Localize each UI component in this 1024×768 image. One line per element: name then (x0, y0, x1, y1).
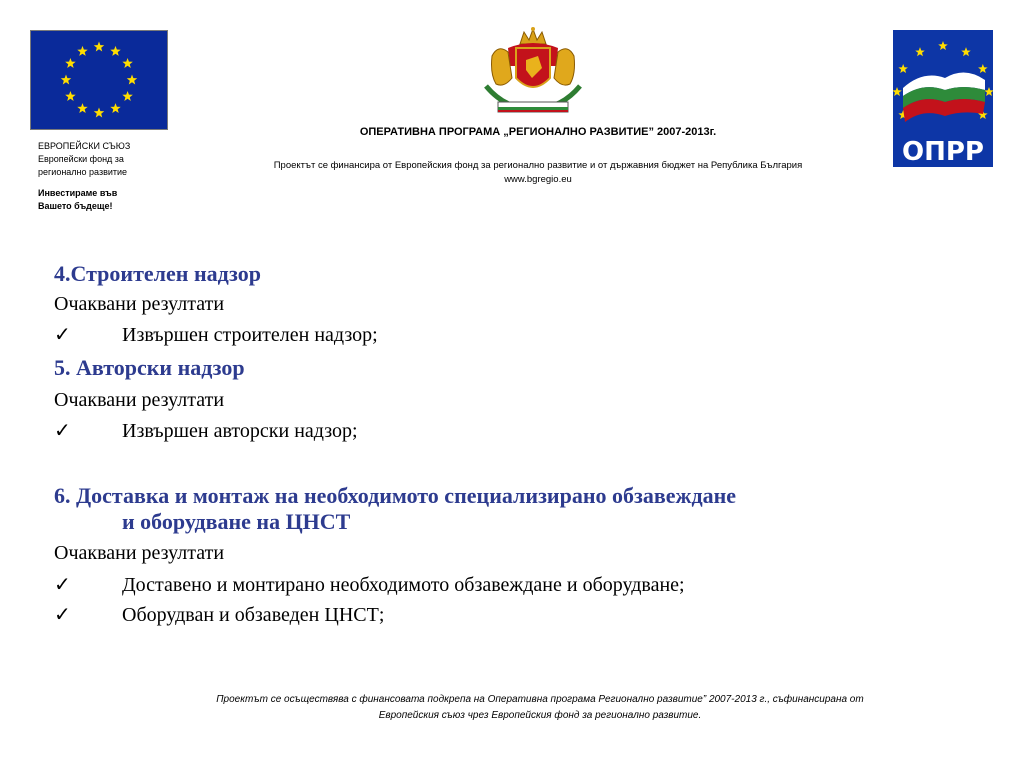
list-item (54, 419, 954, 443)
star-icon (77, 46, 87, 56)
slogan-line1: Инвестираме във (38, 188, 118, 198)
star-icon (127, 75, 137, 85)
section5-results-label: Очаквани резултати (54, 389, 225, 411)
list-item (54, 323, 954, 347)
eu-fund-line1: Европейски фонд за (38, 154, 124, 164)
star-icon (122, 91, 132, 101)
list-item (54, 603, 954, 627)
website-link[interactable]: www.bgregio.eu (504, 174, 572, 185)
program-title: ОПЕРАТИВНА ПРОГРАМА „РЕГИОНАЛНО РАЗВИТИЕ” 2007-2013г. (359, 126, 717, 138)
footer-line1: Проектът се осъществява с финансовата подкрепа на Оперативна програма Регионално развитие” 2007-2013 г., съфинансирана от (216, 694, 864, 705)
check-icon: ✓ (54, 420, 71, 442)
star-icon (984, 87, 993, 96)
star-icon (94, 108, 104, 118)
star-icon (77, 103, 87, 113)
check-icon: ✓ (54, 324, 71, 346)
star-icon (961, 47, 971, 56)
star-icon (110, 46, 120, 56)
star-icon (978, 64, 988, 73)
funding-note-block (200, 159, 876, 187)
section4-heading: 4.Строителен надзор (54, 261, 261, 286)
section4-item-1: Извършен строителен надзор; (122, 324, 378, 346)
section6-results-label: Очаквани резултати (54, 542, 225, 564)
eu-stars-icon (31, 31, 167, 129)
coat-of-arms-logo (476, 26, 590, 118)
check-icon: ✓ (54, 574, 71, 596)
section4-results-label: Очаквани резултати (54, 293, 225, 315)
section6-heading-line2: и оборудване на ЦНСТ (122, 509, 351, 534)
footer-note (100, 692, 980, 724)
check-icon: ✓ (54, 604, 71, 626)
star-icon (898, 64, 908, 73)
star-icon (65, 91, 75, 101)
oprr-logo (893, 30, 993, 167)
star-icon (938, 41, 948, 50)
star-icon (61, 75, 71, 85)
section5-item-1: Извършен авторски надзор; (122, 420, 358, 442)
star-icon (893, 87, 902, 96)
section5-heading: 5. Авторски надзор (54, 355, 245, 380)
star-icon (94, 42, 104, 52)
section6-heading-line1: 6. Доставка и монтаж на необходимото специализирано обзавеждане (54, 483, 737, 508)
footer-line2: Европейския съюз чрез Европейския фонд за регионално развитие. (378, 710, 702, 721)
eu-flag-logo (30, 30, 168, 130)
eu-union-label: ЕВРОПЕЙСКИ СЪЮЗ (38, 141, 131, 151)
star-icon (110, 103, 120, 113)
section6-item-1: Доставено и монтирано необходимото обзавеждане и оборудване; (122, 574, 685, 596)
eu-caption (38, 140, 188, 213)
list-item (54, 573, 954, 597)
star-icon (915, 47, 925, 56)
funding-note: Проектът се финансира от Европейския фонд за регионално развитие и от държавния бюджет на Република България (273, 160, 803, 171)
star-icon (65, 58, 75, 68)
slogan-line2: Вашето бъдеще! (38, 201, 113, 211)
oprr-label: ОПРР (902, 137, 984, 167)
eu-fund-line2: регионално развитие (38, 167, 128, 177)
section6-item-2: Оборудван и обзаведен ЦНСТ; (122, 604, 385, 626)
star-icon (122, 58, 132, 68)
